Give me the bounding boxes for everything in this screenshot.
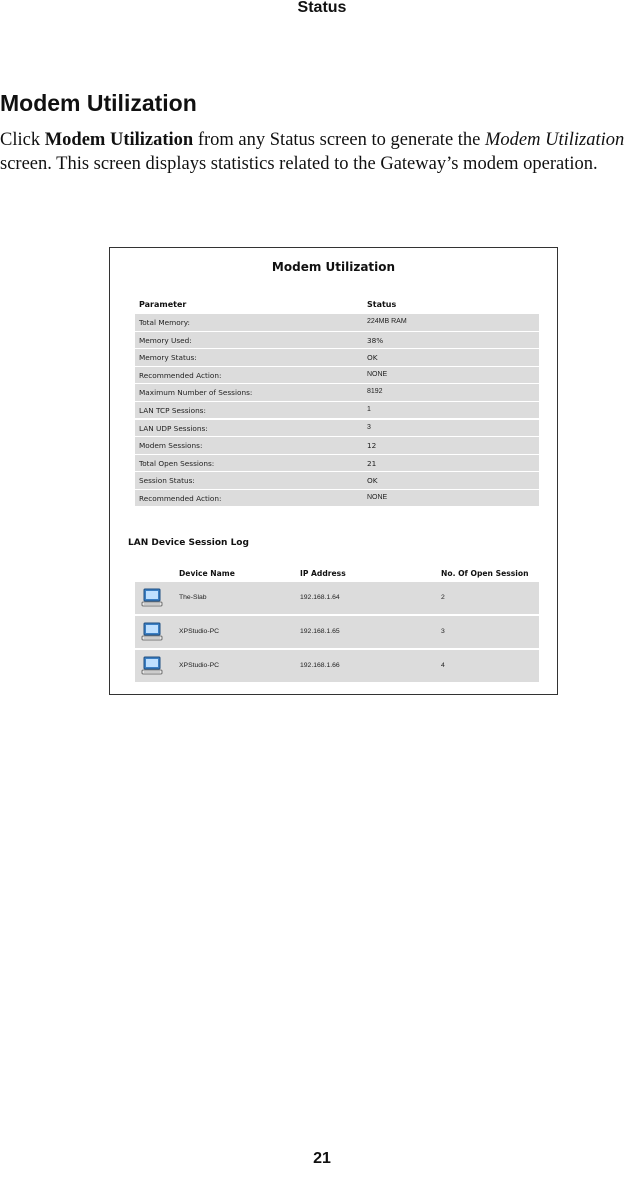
param-label: Recommended Action: xyxy=(139,370,222,380)
modem-utilization-screenshot xyxy=(109,247,558,695)
param-value: 3 xyxy=(367,423,371,431)
table-row xyxy=(135,490,539,507)
intro-italic-term: Modem Utilization xyxy=(485,130,625,150)
header-ip-address: IP Address xyxy=(300,569,346,578)
section-heading: Modem Utilization xyxy=(0,90,197,116)
device-name: XPStudio-PC xyxy=(179,662,220,669)
page-number: 21 xyxy=(313,1150,331,1167)
param-label: Modem Sessions: xyxy=(139,441,203,451)
intro-text-3: screen. This screen displays statistics related to the Gateway’s modem operation. xyxy=(0,154,598,174)
intro-text-1: Click xyxy=(0,130,45,150)
parameter-table-header xyxy=(135,300,539,314)
open-session-count: 3 xyxy=(441,628,445,635)
param-value: NONE xyxy=(367,370,388,378)
table-row xyxy=(135,650,539,682)
param-value: 1 xyxy=(367,405,371,413)
param-label: Total Memory: xyxy=(139,318,190,327)
intro-bold-term: Modem Utilization xyxy=(44,130,194,150)
param-label: Memory Status: xyxy=(139,353,197,363)
computer-icon xyxy=(141,655,163,677)
session-log-table xyxy=(135,566,539,684)
open-session-count: 2 xyxy=(441,594,445,601)
param-value: NONE xyxy=(367,493,388,501)
parameter-table xyxy=(135,300,539,508)
header-open-sessions: No. Of Open Session xyxy=(441,569,529,578)
intro-text-2: from any Status screen to generate the xyxy=(193,130,486,150)
header-status: Status xyxy=(367,300,397,309)
ip-address: 192.168.1.64 xyxy=(300,594,340,601)
param-value: 224MB RAM xyxy=(367,318,407,325)
table-row xyxy=(135,384,539,401)
param-value: OK xyxy=(367,353,378,363)
ip-address: 192.168.1.65 xyxy=(300,628,340,635)
param-label: Recommended Action: xyxy=(139,493,222,503)
param-value: 21 xyxy=(367,458,377,468)
computer-icon xyxy=(141,621,163,643)
screenshot-title: Modem Utilization xyxy=(271,260,396,274)
table-row xyxy=(135,314,539,331)
param-value: 38% xyxy=(367,335,384,345)
running-header: Status xyxy=(297,0,347,16)
session-log-title: LAN Device Session Log xyxy=(128,538,249,548)
header-device-name: Device Name xyxy=(179,569,235,578)
table-row xyxy=(135,420,539,437)
table-row xyxy=(135,472,539,489)
table-row xyxy=(135,437,539,454)
param-label: Maximum Number of Sessions: xyxy=(139,388,253,398)
param-value: 8192 xyxy=(367,388,383,396)
intro-paragraph xyxy=(0,128,644,176)
param-value: OK xyxy=(367,476,378,486)
computer-icon xyxy=(141,587,163,609)
param-label: LAN UDP Sessions: xyxy=(139,423,208,433)
ip-address: 192.168.1.66 xyxy=(300,662,340,669)
table-row xyxy=(135,402,539,419)
open-session-count: 4 xyxy=(441,662,445,669)
table-row xyxy=(135,349,539,366)
device-name: The-Slab xyxy=(179,594,207,601)
param-value: 12 xyxy=(367,441,377,451)
table-row xyxy=(135,332,539,349)
table-row xyxy=(135,367,539,384)
session-log-header xyxy=(135,566,539,582)
table-row xyxy=(135,455,539,472)
param-label: LAN TCP Sessions: xyxy=(139,405,206,415)
param-label: Memory Used: xyxy=(139,335,192,345)
device-name: XPStudio-PC xyxy=(179,628,220,635)
param-label: Total Open Sessions: xyxy=(139,458,215,468)
table-row xyxy=(135,616,539,648)
header-parameter: Parameter xyxy=(139,300,187,309)
param-label: Session Status: xyxy=(139,476,195,486)
table-row xyxy=(135,582,539,614)
